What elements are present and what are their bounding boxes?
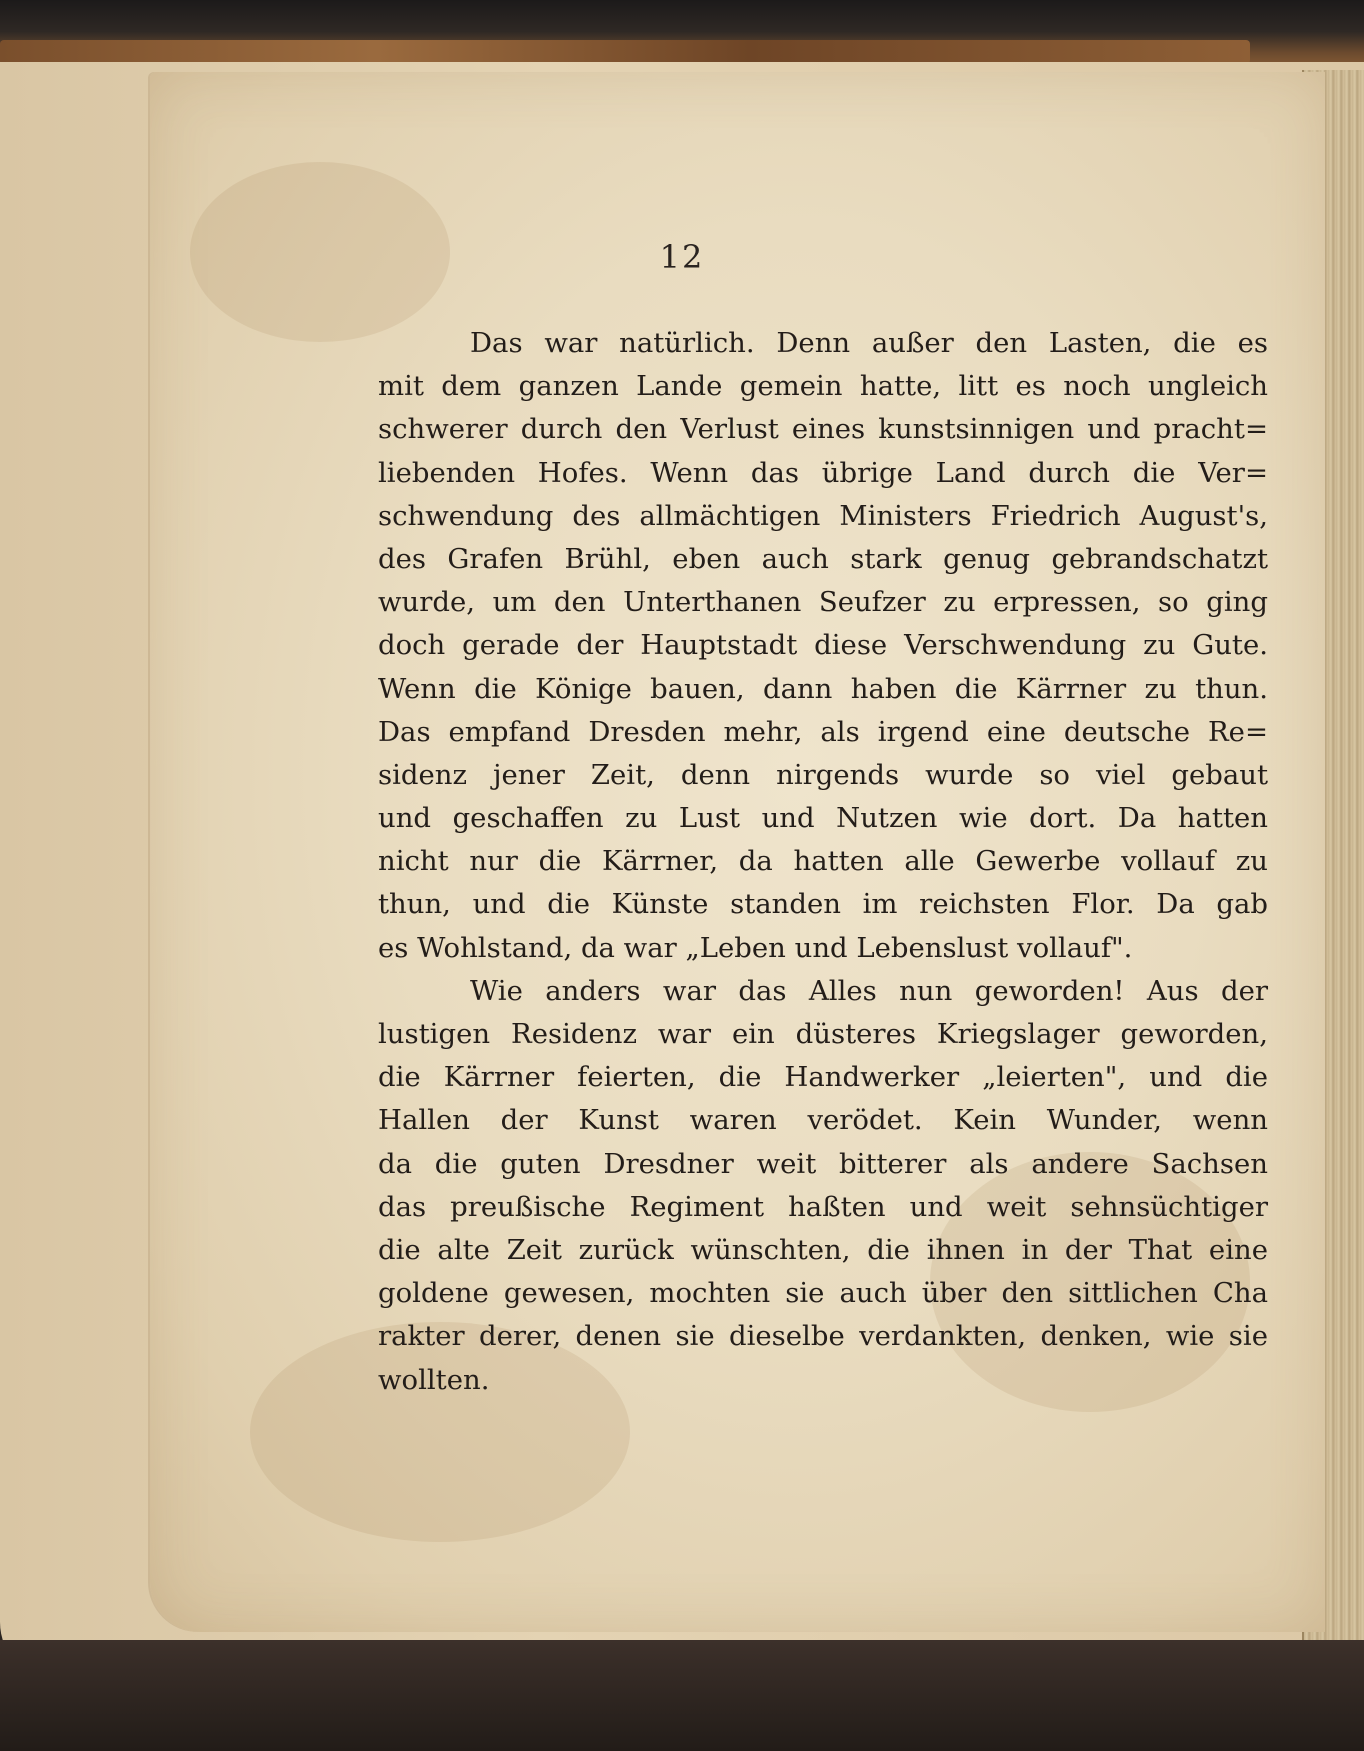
- page-number: 12: [659, 238, 705, 276]
- text-line: lustigen Residenz war ein düsteres Kriegslager geworden,: [378, 1018, 1268, 1050]
- text-line: mit dem ganzen Lande gemein hatte, litt es noch ungleich: [378, 370, 1268, 403]
- text-line: die Kärrner feierten, die Handwerker „leierten", und die: [378, 1061, 1268, 1094]
- text-line: Wenn die Könige bauen, dann haben die Kärrner zu thun.: [378, 672, 1268, 705]
- text-line: des Grafen Brühl, eben auch stark genug gebrandschatzt: [378, 542, 1268, 575]
- text-line: schwendung des allmächtigen Ministers Friedrich August's,: [378, 499, 1268, 532]
- text-line: da die guten Dresdner weit bitterer als andere Sachsen: [378, 1147, 1268, 1180]
- text-line: Das empfand Dresden mehr, als irgend eine deutsche Re=: [378, 715, 1268, 748]
- text-line: Wie anders war das Alles nun geworden! Aus der: [470, 974, 1268, 1007]
- book-spine-edge: [0, 40, 1250, 64]
- text-line: Das war natürlich. Denn außer den Lasten, die es: [470, 327, 1268, 359]
- text-line: thun, und die Künste standen im reichsten Flor. Da gab: [378, 888, 1268, 921]
- text-line: schwerer durch den Verlust eines kunstsinnigen und pracht=: [378, 413, 1268, 446]
- text-line: und geschaffen zu Lust und Nutzen wie dort. Da hatten: [378, 802, 1268, 835]
- text-line: doch gerade der Hauptstadt diese Verschwendung zu Gute.: [378, 629, 1268, 662]
- text-line: das preußische Regiment haßten und weit sehnsüchtiger: [378, 1190, 1268, 1223]
- book-bottom-shadow: [0, 1640, 1364, 1751]
- text-line: nicht nur die Kärrner, da hatten alle Gewerbe vollauf zu: [378, 845, 1268, 878]
- text-line: wollten.: [378, 1363, 490, 1396]
- text-line: goldene gewesen, mochten sie auch über den sittlichen Cha: [378, 1277, 1268, 1310]
- paragraph: [378, 970, 1268, 1402]
- text-line: es Wohlstand, da war „Leben und Lebenslust vollauf".: [378, 931, 1133, 964]
- paragraph: [378, 322, 1268, 970]
- text-line: die alte Zeit zurück wünschten, die ihnen in der That eine: [378, 1233, 1268, 1266]
- text-line: sidenz jener Zeit, denn nirgends wurde so viel gebaut: [378, 758, 1268, 791]
- body-text: [378, 322, 1268, 1402]
- text-line: liebenden Hofes. Wenn das übrige Land durch die Ver=: [378, 456, 1268, 489]
- text-line: Hallen der Kunst waren verödet. Kein Wunder, wenn: [378, 1104, 1268, 1137]
- text-line: rakter derer, denen sie dieselbe verdankten, denken, wie sie: [378, 1320, 1268, 1353]
- text-line: wurde, um den Unterthanen Seufzer zu erpressen, so ging: [378, 586, 1268, 619]
